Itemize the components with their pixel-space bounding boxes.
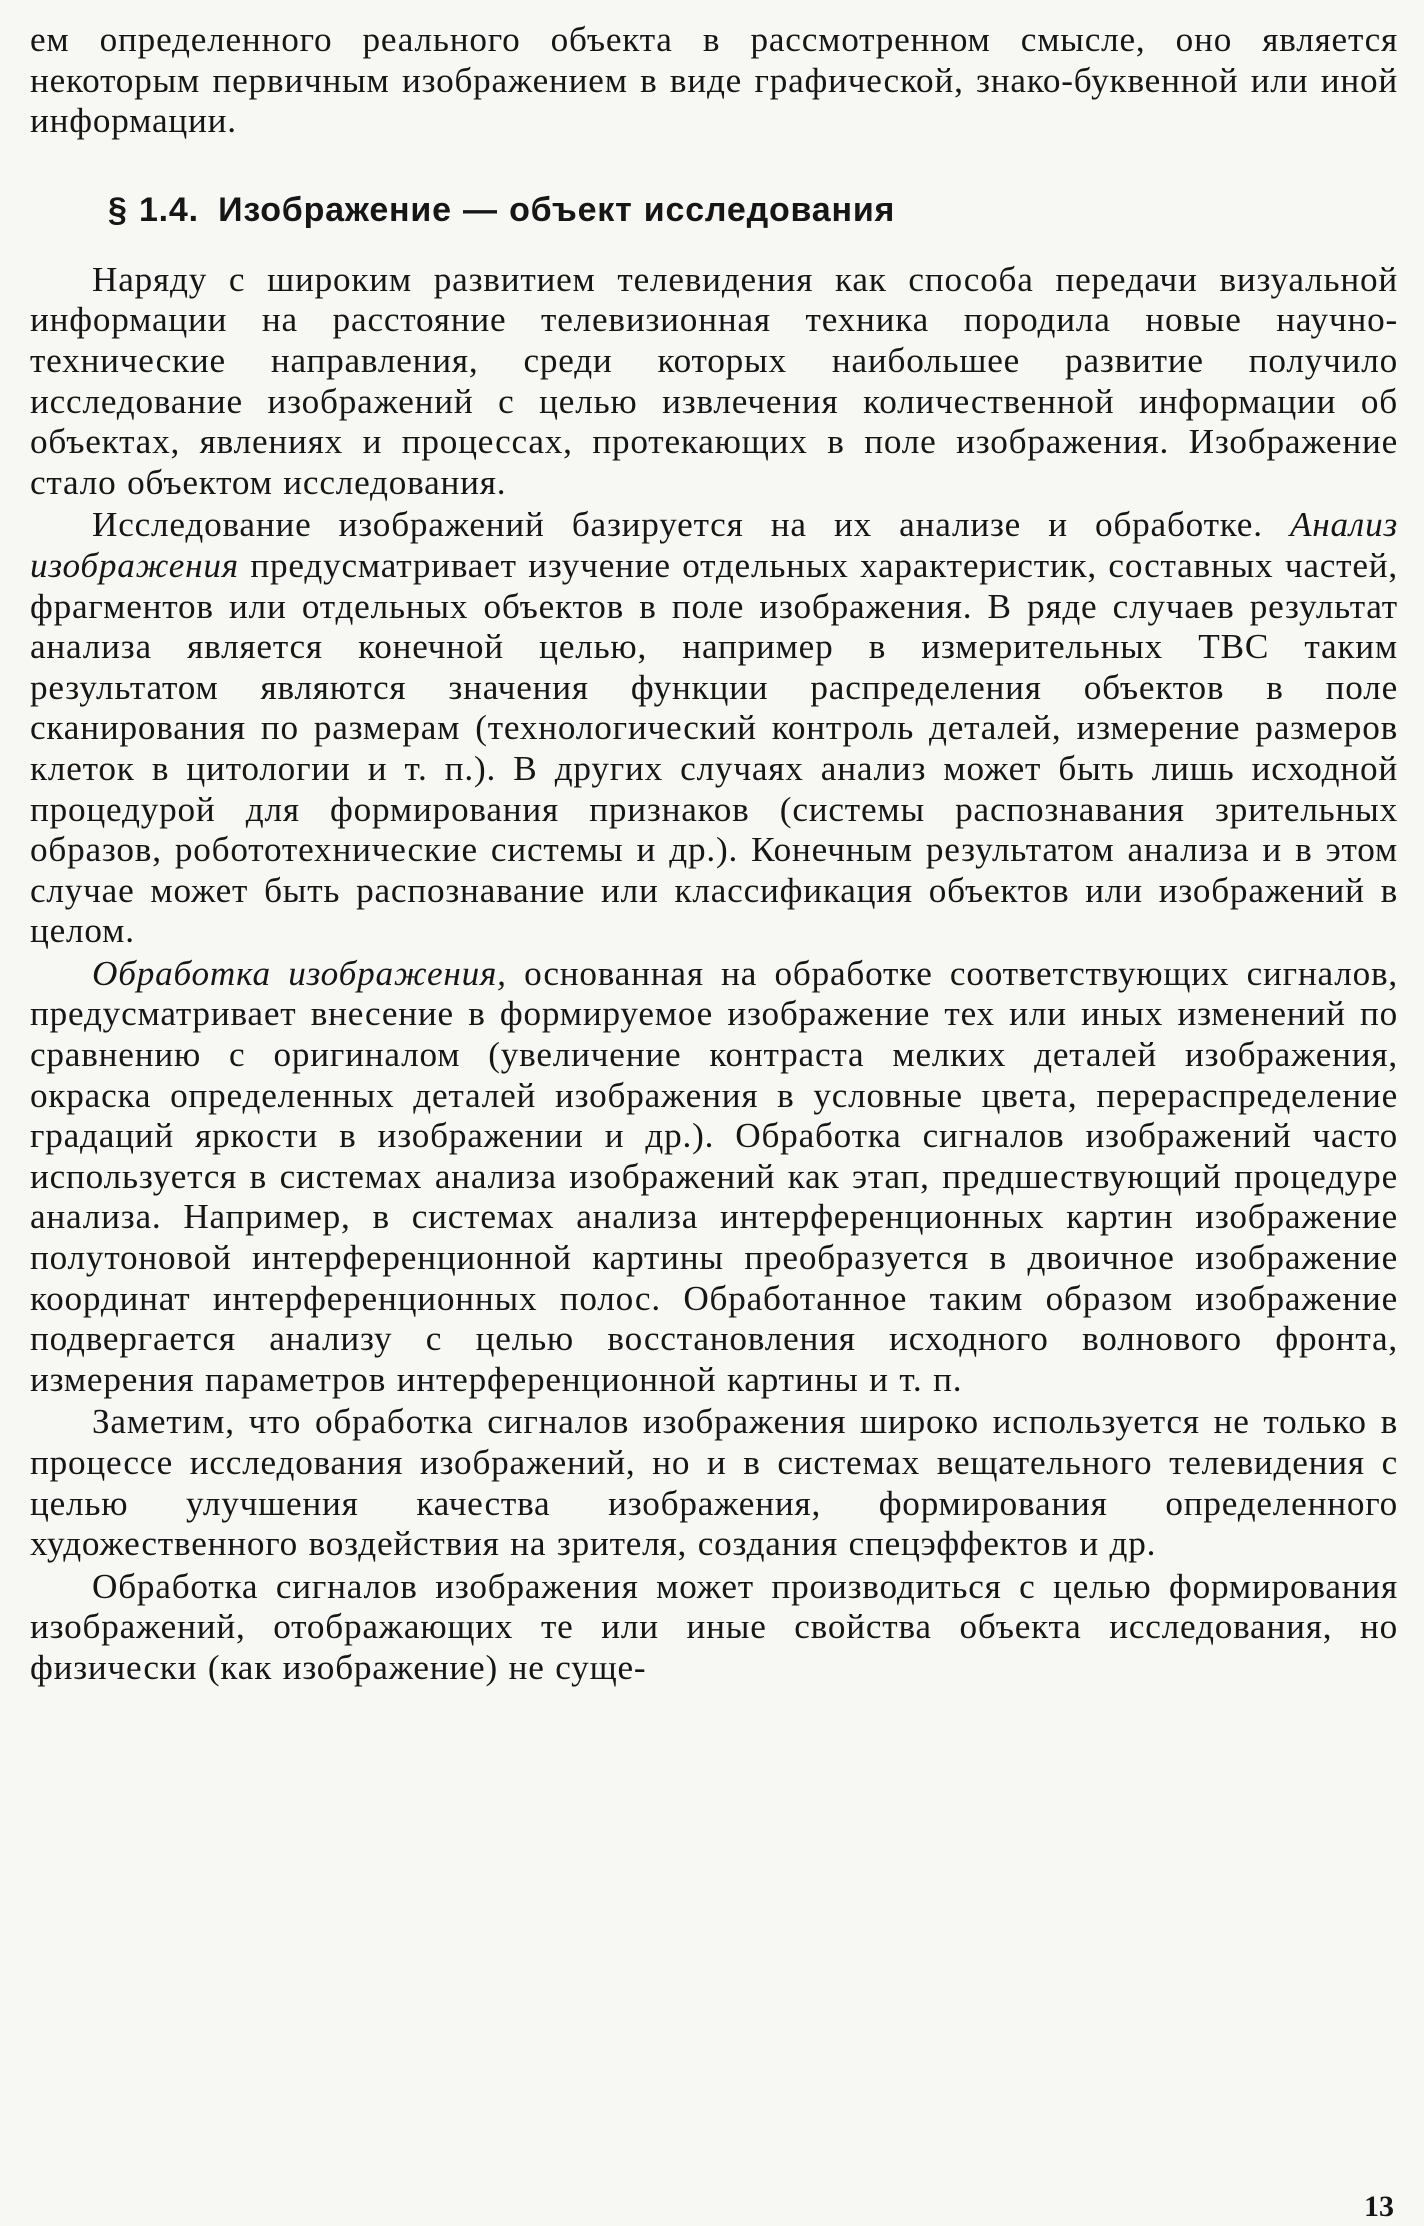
paragraph-3 <box>30 954 1398 1401</box>
book-page <box>30 20 1398 2210</box>
paragraph-2-start: Исследование изображений базируется на их анализе и обработке. <box>92 505 1290 545</box>
section-heading <box>108 189 1398 231</box>
paragraph-2 <box>30 505 1398 952</box>
term-image-analysis: Анализ изображения <box>30 505 1398 585</box>
paragraph-5: Обработка сигналов изображения может производиться с целью формирования изображений, отображающих те или иные свойства объекта исследования, но физически (как изображение) не суще- <box>30 1566 1398 1687</box>
paragraph-3-rest: основанная на обработке соответствующих сигналов, предусматривает внесение в формируемое изображение тех или иных изменений по сравнению с оригиналом (увеличение контраста мелких деталей изображения, окраска определенных деталей изображения в условные цвета, перераспределение градаций яркости в изображении и др.). Обработка сигналов изображений часто используется в системах анализа изображений как этап, предшествующий процедуре анализа. Например, в системах анализа интерференционных картин изображение полутоновой интерференционной картины преобразуется в двоичное изображение координат интерференционных полос. Обработанное таким образом изображение подвергается анализу с целью восстановления исходного волнового фронта, измерения параметров интерференционной картины и т. п. <box>30 953 1398 1399</box>
page-number: 13 <box>1364 2190 1394 2223</box>
paragraph-2-rest: предусматривает изучение отдельных характеристик, составных частей, фрагментов или отдельных объектов в поле изображения. В ряде случаев результат анализа является конечной целью, например в измерительных ТВС таким результатом являются значения функции распределения объектов в поле сканирования по размерам (технологический контроль деталей, измерение размеров клеток в цитологии и т. п.). В других случаях анализ может быть лишь исходной процедурой для формирования признаков (системы распознавания зрительных образов, робототехнические системы и др.). Конечным результатом анализа и в этом случае может быть распознавание или классификация объектов или изображений в целом. <box>30 545 1398 951</box>
opening-paragraph: ем определенного реального объекта в рассмотренном смысле, оно является некоторым первичным изображением в виде графической, знако-буквенной или иной информации. <box>30 20 1398 141</box>
paragraph-4: Заметим, что обработка сигналов изображения широко используется не только в процессе исследования изображений, но и в системах вещательного телевидения с целью улучшения качества изображения, формирования определенного художественного воздействия на зрителя, создания спецэффектов и др. <box>30 1402 1398 1564</box>
section-number: § 1.4. <box>108 190 199 229</box>
paragraph-1: Наряду с широким развитием телевидения как способа передачи визуальной информации на расстояние телевизионная техника породила новые научно-технические направления, среди которых наибольшее развитие получило исследование изображений с целью извлечения количественной информации об объектах, явлениях и процессах, протекающих в поле изображения. Изображение стало объектом исследования. <box>30 259 1398 502</box>
section-title: Изображение — объект исследования <box>218 190 896 229</box>
term-image-processing: Обработка изображения, <box>92 953 507 993</box>
